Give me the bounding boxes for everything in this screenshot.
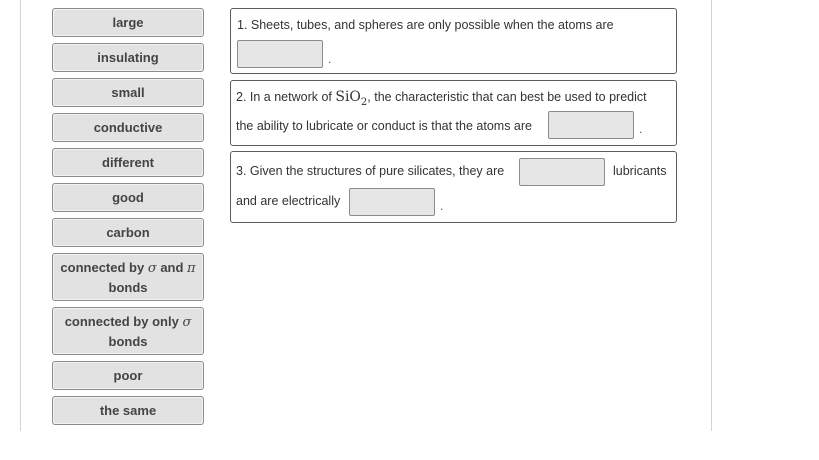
question-2-period: .: [639, 122, 643, 136]
frame-border-left: [20, 0, 21, 431]
tile-small[interactable]: small: [52, 78, 204, 107]
tile-good[interactable]: good: [52, 183, 204, 212]
question-3-period: .: [440, 199, 444, 213]
question-3-lubricants-text: lubricants: [613, 164, 667, 178]
question-2-line-2: the ability to lubricate or conduct is that the atoms are: [236, 119, 532, 133]
question-2-drop-target[interactable]: [548, 111, 634, 139]
question-3-line-2: and are electrically: [236, 194, 341, 208]
frame-border-right: [711, 0, 712, 431]
question-1: [230, 8, 677, 74]
question-1-drop-target[interactable]: [237, 40, 323, 68]
question-1-period: .: [328, 52, 332, 66]
question-3-drop-target-1[interactable]: [519, 158, 605, 186]
question-2: [230, 80, 677, 146]
sio2-formula: SiO$_2$: [335, 89, 368, 108]
tile-connected-by-sigma-and-pi-bonds[interactable]: connected by σ and π bonds: [52, 253, 204, 301]
tile-different[interactable]: different: [52, 148, 204, 177]
tile-connected-by-only-sigma-bonds[interactable]: connected by only σ bonds: [52, 307, 204, 355]
question-2-line-1: 2. In a network of SiO$_2$, the characteristic that can best be used to predict: [236, 89, 647, 108]
tile-the-same[interactable]: the same: [52, 396, 204, 425]
tile-poor[interactable]: poor: [52, 361, 204, 390]
tile-carbon[interactable]: carbon: [52, 218, 204, 247]
question-1-text: 1. Sheets, tubes, and spheres are only possible when the atoms are: [237, 18, 614, 32]
question-3: [230, 151, 677, 223]
question-3-line-1: 3. Given the structures of pure silicates, they are: [236, 164, 505, 178]
question-3-drop-target-2[interactable]: [349, 188, 435, 216]
tile-conductive[interactable]: conductive: [52, 113, 204, 142]
tile-large[interactable]: large: [52, 8, 204, 37]
tile-insulating[interactable]: insulating: [52, 43, 204, 72]
